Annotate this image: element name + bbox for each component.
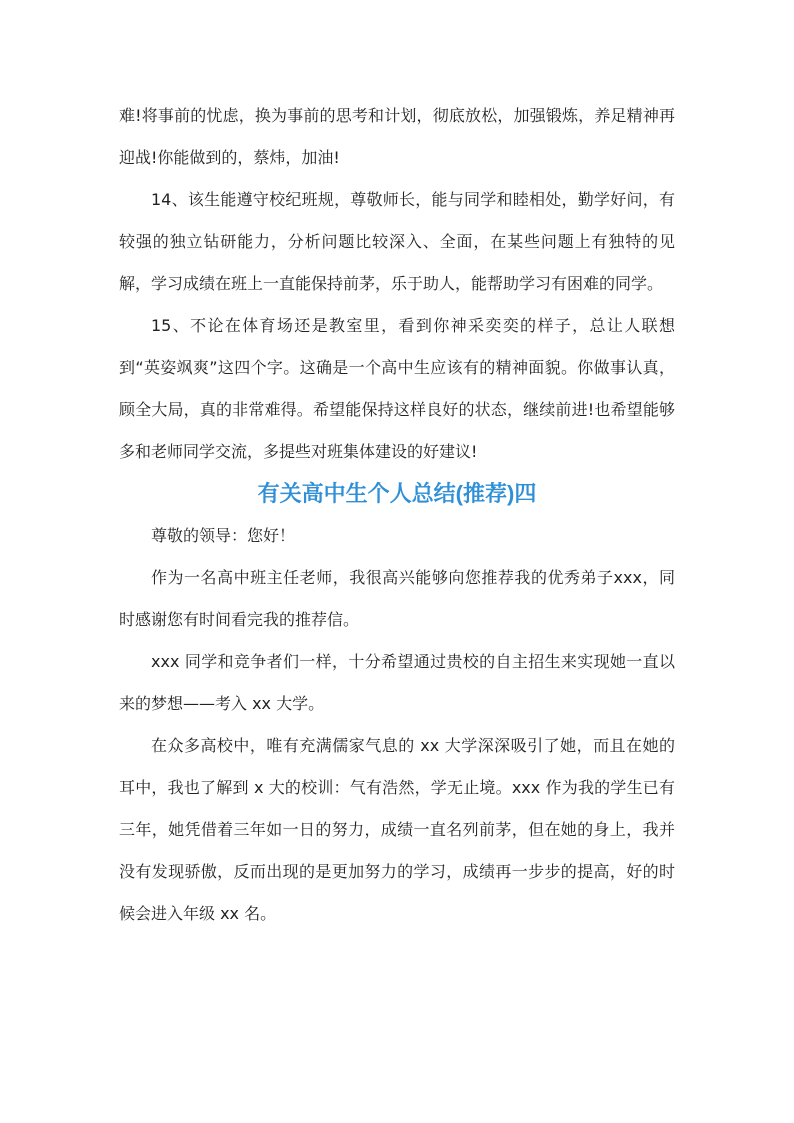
document-page [119,95,675,935]
paragraph-comment-15: 15、不论在体育场还是教室里，看到你神采奕奕的样子，总让人联想到“英姿飒爽”这四个字。这确是一个高中生应该有的精神面貌。你做事认真，顾全大局，真的非常难得。希望能保持这样良好的状态，继续前进!也希望能够多和老师同学交流，多提些对班集体建设的好建议! [119,316,675,461]
paragraph-dream: xxx 同学和竞争者们一样，十分希望通过贵校的自主招生来实现她一直以来的梦想——考入 xx 大学。 [119,652,675,713]
paragraph-comment-14: 14、该生能遵守校纪班规，尊敬师长，能与同学和睦相处，勤学好问，有较强的独立钻研能力，分析问题比较深入、全面，在某些问题上有独特的见解，学习成绩在班上一直能保持前茅，乐于助人，能帮助学习有困难的同学。 [119,190,675,293]
section-heading: 有关高中生个人总结(推荐)四 [257,481,537,506]
paragraph-continuation: 难!将事前的忧虑，换为事前的思考和计划，彻底放松，加强锻炼，养足精神再迎战!你能做到的，蔡炜，加油! [119,106,675,167]
paragraph-school: 在众多高校中，唯有充满儒家气息的 xx 大学深深吸引了她，而且在她的耳中，我也了解到 x 大的校训：气有浩然，学无止境。xxx 作为我的学生已有三年，她凭借着三年如一日的努力，成绩一直名列前茅，但在她的身上，我并没有发现骄傲，反而出现的是更加努力的学习，成绩再一步步的提高，好的时候会进入年级 xx 名。 [119,736,675,923]
paragraph-greeting: 尊敬的领导：您好！ [151,526,296,545]
paragraph-intro: 作为一名高中班主任老师，我很高兴能够向您推荐我的优秀弟子xxx，同时感谢您有时间看完我的推荐信。 [119,568,675,629]
